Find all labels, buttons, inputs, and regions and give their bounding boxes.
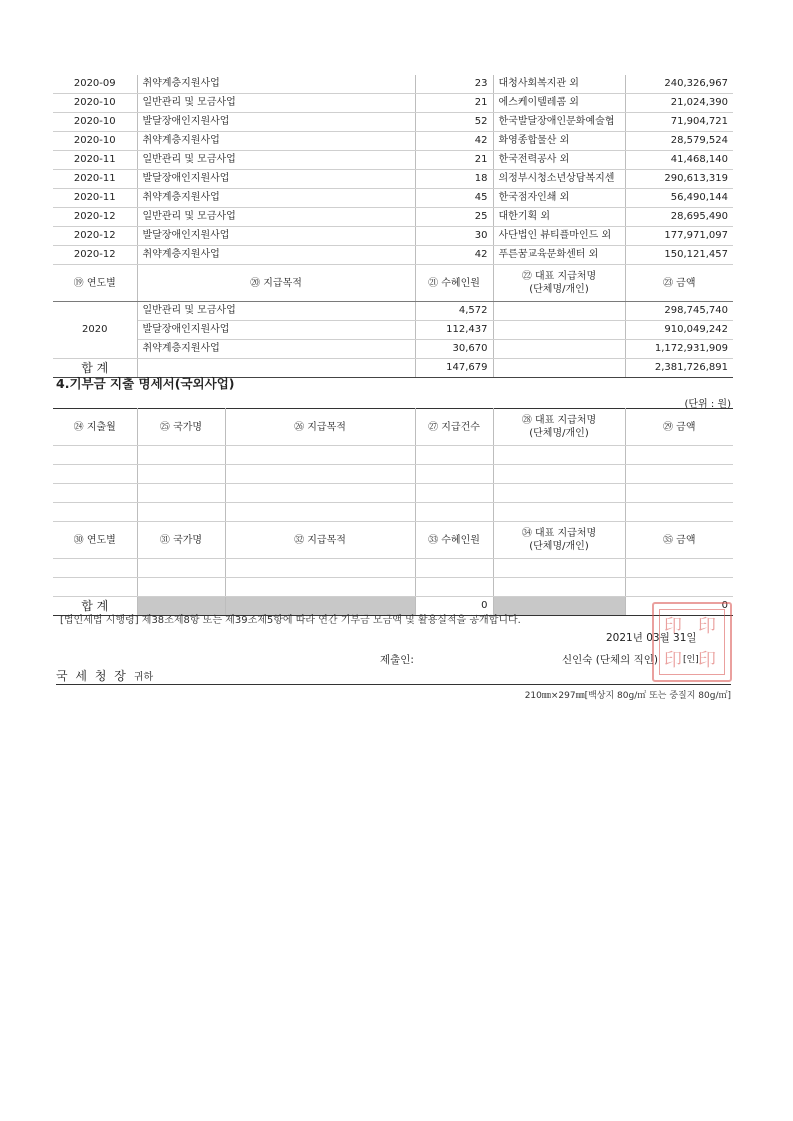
monthly-recipient: 푸른꿈교육문화센터 외 — [493, 246, 625, 265]
annual-people: 4,572 — [415, 302, 493, 321]
monthly-amount: 177,971,097 — [625, 227, 733, 246]
monthly-period: 2020-10 — [53, 94, 137, 113]
header-recipient-line1: ㉘ 대표 지급처명 — [521, 415, 597, 426]
monthly-recipient: 한국점자인쇄 외 — [493, 189, 625, 208]
monthly-amount: 56,490,144 — [625, 189, 733, 208]
annual-amount: 910,049,242 — [625, 321, 733, 340]
header-recipient-line2: (단체명/개인) — [529, 541, 589, 552]
monthly-rows — [53, 75, 733, 265]
monthly-recipient: 에스케이텔레콤 외 — [493, 94, 625, 113]
foreign-empty-row — [53, 503, 733, 522]
header-recipient-line2: (단체명/개인) — [529, 428, 589, 439]
monthly-period: 2020-09 — [53, 75, 137, 94]
header-recipient-line1: ㉒ 대표 지급처명 — [521, 271, 597, 282]
annual-year: 2020 — [53, 302, 137, 359]
monthly-purpose: 일반관리 및 모금사업 — [137, 208, 415, 227]
monthly-purpose: 발달장애인지원사업 — [137, 170, 415, 189]
monthly-recipient: 의정부시청소년상담복지센 — [493, 170, 625, 189]
header-recipient-line1: ㉞ 대표 지급처명 — [521, 528, 597, 539]
foreign-total-label: 합 계 — [53, 597, 137, 616]
monthly-count: 25 — [415, 208, 493, 227]
monthly-period: 2020-10 — [53, 113, 137, 132]
annual-row — [53, 340, 733, 359]
monthly-recipient: 한국전력공사 외 — [493, 151, 625, 170]
monthly-period: 2020-12 — [53, 246, 137, 265]
annual-row — [53, 321, 733, 340]
monthly-count: 30 — [415, 227, 493, 246]
monthly-count: 45 — [415, 189, 493, 208]
submitter-name: 신인숙 (단체의 직인) — [562, 654, 659, 666]
monthly-amount: 21,024,390 — [625, 94, 733, 113]
monthly-row — [53, 208, 733, 227]
monthly-period: 2020-10 — [53, 132, 137, 151]
monthly-period: 2020-11 — [53, 151, 137, 170]
foreign-total-amount: 0 — [625, 597, 733, 616]
domestic-expense-table — [53, 75, 733, 378]
header-country: ㉕ 국가명 — [137, 409, 225, 446]
header-country: ㉛ 국가명 — [137, 522, 225, 559]
monthly-recipient: 대한기획 외 — [493, 208, 625, 227]
annual-amount: 298,745,740 — [625, 302, 733, 321]
monthly-purpose: 취약계층지원사업 — [137, 189, 415, 208]
monthly-purpose: 발달장애인지원사업 — [137, 227, 415, 246]
foreign-empty-row — [53, 465, 733, 484]
monthly-count: 23 — [415, 75, 493, 94]
header-count: ㉗ 지급건수 — [415, 409, 493, 446]
monthly-row — [53, 227, 733, 246]
annual-purpose: 일반관리 및 모금사업 — [137, 302, 415, 321]
annual-recipient — [493, 302, 625, 321]
unit-label: (단위 : 원) — [684, 399, 731, 410]
monthly-period: 2020-11 — [53, 170, 137, 189]
header-recipient — [493, 265, 625, 302]
monthly-amount: 150,121,457 — [625, 246, 733, 265]
monthly-row — [53, 132, 733, 151]
annual-purpose: 취약계층지원사업 — [137, 340, 415, 359]
monthly-amount: 290,613,319 — [625, 170, 733, 189]
header-amount: ㉟ 금액 — [625, 522, 733, 559]
monthly-purpose: 취약계층지원사업 — [137, 75, 415, 94]
monthly-recipient: 대청사회복지관 외 — [493, 75, 625, 94]
monthly-period: 2020-12 — [53, 208, 137, 227]
annual-section — [53, 265, 733, 378]
monthly-recipient: 한국발달장애인문화예술협 — [493, 113, 625, 132]
monthly-period: 2020-12 — [53, 227, 137, 246]
annual-people: 112,437 — [415, 321, 493, 340]
monthly-purpose: 취약계층지원사업 — [137, 132, 415, 151]
foreign-empty-row — [53, 578, 733, 597]
annual-total-label: 합 계 — [53, 359, 137, 378]
foreign-empty-row — [53, 559, 733, 578]
annual-header-row — [53, 265, 733, 302]
foreign-expense-table — [53, 408, 733, 616]
header-purpose: ㉖ 지급목적 — [225, 409, 415, 446]
monthly-count: 42 — [415, 246, 493, 265]
header-amount: ㉙ 금액 — [625, 409, 733, 446]
monthly-recipient: 화영종합물산 외 — [493, 132, 625, 151]
recipient-office — [56, 667, 153, 684]
monthly-purpose: 취약계층지원사업 — [137, 246, 415, 265]
foreign-header-row — [53, 409, 733, 446]
annual-total-recipient — [493, 359, 625, 378]
monthly-row — [53, 113, 733, 132]
foreign-annual-header-row — [53, 522, 733, 559]
monthly-amount: 28,695,490 — [625, 208, 733, 227]
monthly-count: 52 — [415, 113, 493, 132]
header-people: ㉑ 수혜인원 — [415, 265, 493, 302]
header-recipient-line2: (단체명/개인) — [529, 284, 589, 295]
submission-date: 2021년 03월 31일 — [606, 632, 697, 644]
header-amount: ㉓ 금액 — [625, 265, 733, 302]
header-people: ㉝ 수혜인원 — [415, 522, 493, 559]
monthly-purpose: 일반관리 및 모금사업 — [137, 151, 415, 170]
monthly-period: 2020-11 — [53, 189, 137, 208]
monthly-row — [53, 246, 733, 265]
annual-amount: 1,172,931,909 — [625, 340, 733, 359]
monthly-amount: 71,904,721 — [625, 113, 733, 132]
paper-spec: 210㎜×297㎜[백상지 80g/㎡ 또는 중질지 80g/㎡] — [524, 691, 731, 701]
monthly-purpose: 일반관리 및 모금사업 — [137, 94, 415, 113]
legal-notice: [법인세법 시행령] 제38조제8항 또는 제39조제5항에 따라 연간 기부금 모금액 및 활용실적을 공개합니다. — [60, 615, 521, 626]
monthly-count: 21 — [415, 151, 493, 170]
seal-hint: [인] — [683, 655, 699, 665]
section-4-title: 4.기부금 지출 명세서(국외사업) — [56, 376, 235, 391]
foreign-empty-row — [53, 446, 733, 465]
annual-recipient — [493, 340, 625, 359]
annual-people: 30,670 — [415, 340, 493, 359]
monthly-row — [53, 170, 733, 189]
recipient-office-name: 국 세 청 장 — [56, 669, 128, 683]
annual-row — [53, 302, 733, 321]
submitter-label: 제출인: — [380, 654, 414, 666]
header-purpose: ⑳ 지급목적 — [137, 265, 415, 302]
annual-total-people: 147,679 — [415, 359, 493, 378]
monthly-row — [53, 94, 733, 113]
official-seal: 印 印 印 印 — [652, 602, 732, 682]
annual-total-amount: 2,381,726,891 — [625, 359, 733, 378]
monthly-purpose: 발달장애인지원사업 — [137, 113, 415, 132]
foreign-total-people: 0 — [415, 597, 493, 616]
monthly-amount: 41,468,140 — [625, 151, 733, 170]
header-recipient — [493, 522, 625, 559]
header-year: ㉚ 연도별 — [53, 522, 137, 559]
annual-purpose: 발달장애인지원사업 — [137, 321, 415, 340]
monthly-row — [53, 151, 733, 170]
header-year: ⑲ 연도별 — [53, 265, 137, 302]
recipient-suffix: 귀하 — [133, 672, 154, 683]
monthly-row — [53, 189, 733, 208]
monthly-count: 42 — [415, 132, 493, 151]
monthly-count: 21 — [415, 94, 493, 113]
header-recipient — [493, 409, 625, 446]
monthly-amount: 240,326,967 — [625, 75, 733, 94]
foreign-empty-row — [53, 484, 733, 503]
bottom-rule — [56, 684, 731, 685]
header-purpose: ㉜ 지급목적 — [225, 522, 415, 559]
header-month: ㉔ 지출월 — [53, 409, 137, 446]
monthly-row — [53, 75, 733, 94]
monthly-count: 18 — [415, 170, 493, 189]
monthly-amount: 28,579,524 — [625, 132, 733, 151]
annual-recipient — [493, 321, 625, 340]
monthly-recipient: 사단법인 뷰티플마인드 외 — [493, 227, 625, 246]
